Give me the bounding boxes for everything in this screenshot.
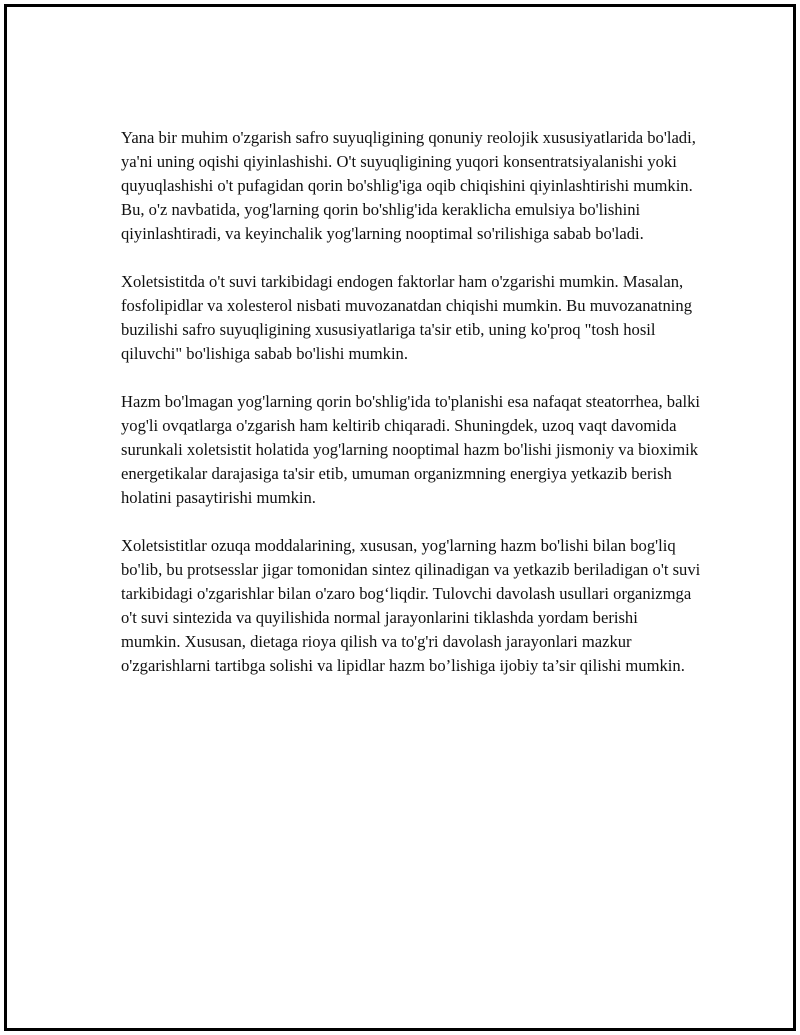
paragraph-1: Yana bir muhim o'zgarish safro suyuqligining qonuniy reolojik xususiyatlarida bo'ladi, ya'ni uning oqishi qiyinlashishi. O't suyuqligining yuqori konsentratsiyalanishi yoki quyuqlashishi o't pufagidan qorin bo'shlig'iga oqib chiqishini qiyinlashtirishi mumkin. Bu, o'z navbatida, yog'larning qorin bo'shlig'ida keraklicha emulsiya bo'lishini qiyinlashtiradi, va keyinchalik yog'larning nooptimal so'rilishiga sabab bo'ladi. (121, 128, 696, 243)
document-body (121, 126, 701, 702)
paragraph-2: Xoletsistitda o't suvi tarkibidagi endogen faktorlar ham o'zgarishi mumkin. Masalan, fosfolipidlar va xolesterol nisbati muvozanatdan chiqishi mumkin. Bu muvozanatning buzilishi safro suyuqligining xususiyatlariga ta'sir etib, uning ko'proq "tosh hosil qiluvchi" bo'lishiga sabab bo'lishi mumkin. (121, 272, 692, 363)
paragraph-4: Xoletsistitlar ozuqa moddalarining, xususan, yog'larning hazm bo'lishi bilan bog'liq bo'lib, bu protsesslar jigar tomonidan sintez qilinadigan va yetkazib beriladigan o't suvi tarkibidagi o'zgarishlar bilan o'zaro bog‘liqdir. Tulovchi davolash usullari organizmga o't suvi sintezida va quyilishida normal jarayonlarini tiklashda yordam berishi mumkin. Xususan, dietaga rioya qilish va to'g'ri davolash jarayonlari mazkur o'zgarishlarni tartibga solishi va lipidlar hazm bo’lishiga ijobiy ta’sir qilishi mumkin. (121, 536, 701, 675)
paragraph-3: Hazm bo'lmagan yog'larning qorin bo'shlig'ida to'planishi esa nafaqat steatorrhea, balki yog'li ovqatlarga o'zgarish ham keltirib chiqaradi. Shuningdek, uzoq vaqt davomida surunkali xoletsistit holatida yog'larning nooptimal hazm bo'lishi jismoniy va bioximik energetikalar darajasiga ta'sir etib, umuman organizmning energiya yetkazib berish holatini pasaytirishi mumkin. (121, 392, 700, 507)
page-frame (4, 4, 796, 1031)
